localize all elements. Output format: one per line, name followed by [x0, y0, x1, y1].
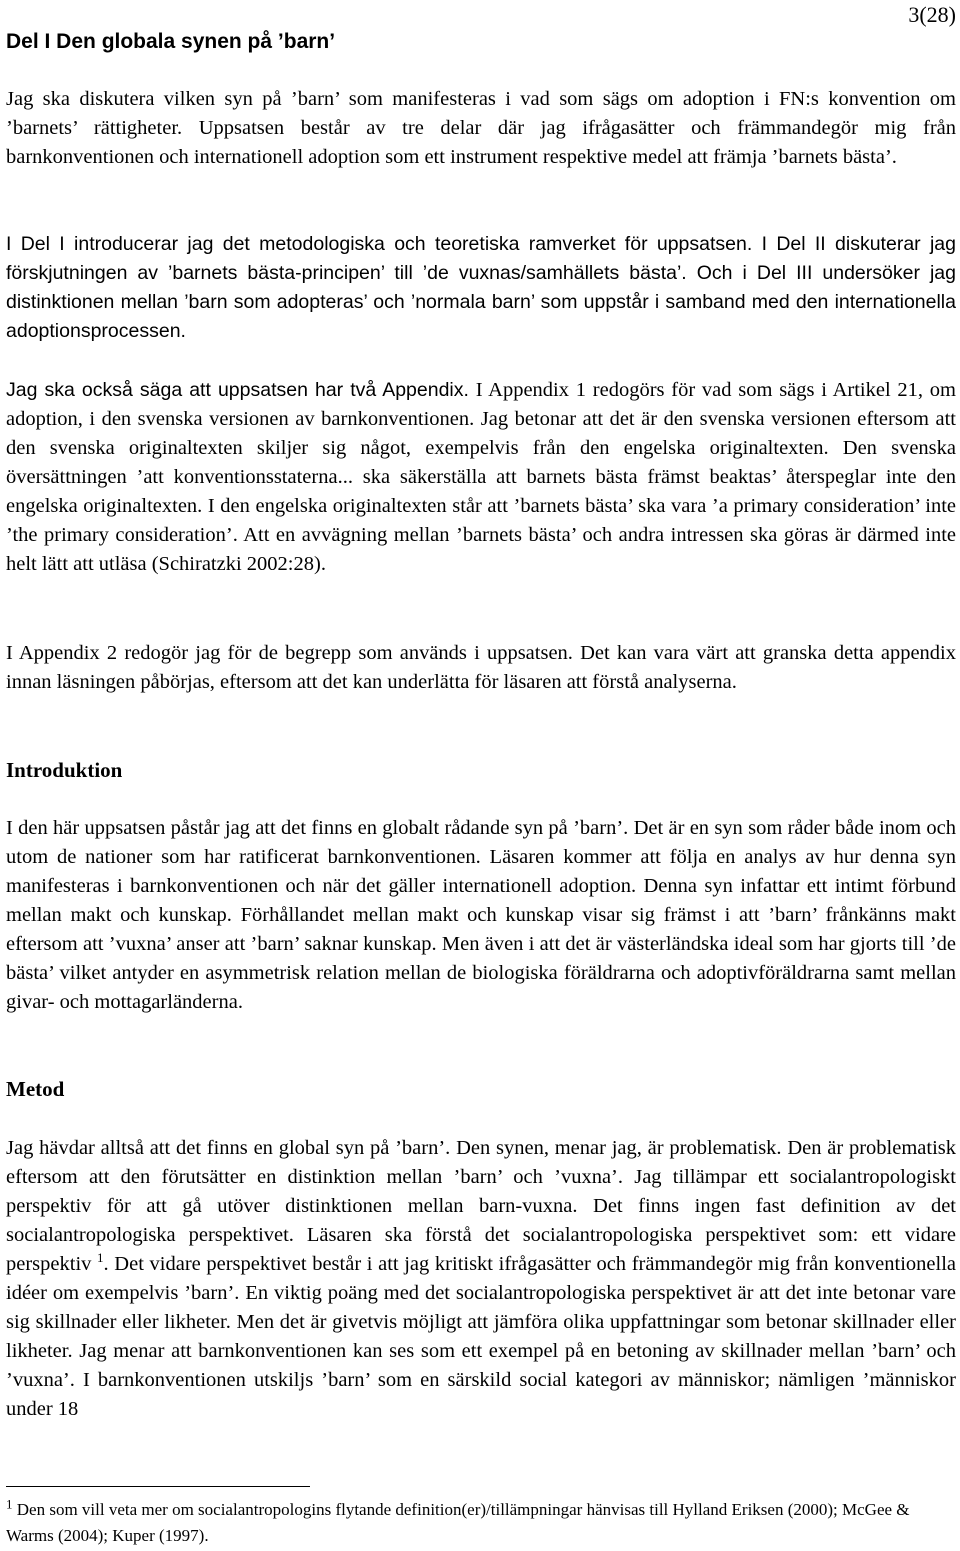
paragraph-rest: I Appendix 1 redogörs för vad som sägs i Artikel 21, om adoption, i den svenska versionen av barnkonventionen. Jag betonar att det är den svenska versionen eftersom att den svenska originaltexten skiljer sig något, exempelvis från den engelska originaltexten. Den svenska översättningen ’att konventionsstaterna... ska säkerställa att barnets bästa främst beaktas’ återspeglar inte den engelska originaltexten. I den engelska originaltexten står att ’barnets bästa’ ska vara ’a primary consideration’ inte ’the primary consideration’. Att en avvägning mellan ’barnets bästa’ och andra intressen ska göras är därmed inte helt lätt att utläsa (Schiratzki 2002:28). — [6, 379, 956, 575]
section-heading-metod — [6, 1075, 956, 1104]
paragraph-introduktion — [6, 814, 956, 1017]
part-heading: Del I Den globala synen på ’barn’ — [6, 30, 336, 53]
section-heading: Introduktion — [6, 758, 123, 782]
footnote-text: Den som vill veta mer om socialantropologins flytande definition(er)/tillämpningar hänvisas till Hylland Eriksen (2000); McGee & Warms (2004); Kuper (1997). — [6, 1500, 910, 1545]
paragraph-lead-sentence: Jag ska också säga att uppsatsen har två Appendix. — [6, 379, 469, 401]
page-number: 3(28) — [908, 2, 956, 27]
paragraph-text — [6, 1134, 956, 1424]
footnote-divider — [6, 1486, 310, 1487]
paragraph-intro-purpose — [6, 85, 956, 172]
paragraph-text: I Del I introducerar jag det metodologiska och teoretiska ramverket för uppsatsen. I Del II diskuterar jag förskjutningen av ’barnets bästa-principen’ till ’de vuxnas/samhällets bästa’. Och i Del III undersöker jag distinktionen mellan ’barn som adopteras’ och ’normala barn’ som uppstår i samband med den internationella adoptionsprocessen. — [6, 233, 956, 342]
paragraph-text: I Appendix 2 redogör jag för de begrepp som används i uppsatsen. Det kan vara värt att granska detta appendix innan läsningen påbörjas, eftersom att det kan underlätta för läsaren att förstå analyserna. — [6, 642, 956, 693]
footnote-reference[interactable]: 1 — [97, 1250, 104, 1266]
paragraph-appendix-2 — [6, 639, 956, 697]
section-heading: Metod — [6, 1077, 65, 1101]
paragraph-text: Jag ska diskutera vilken syn på ’barn’ som manifesteras i vad som sägs om adoption i FN:s konvention om ’barnets’ rättigheter. Uppsatsen består av tre delar där jag ifrågasätter och främmandegör mig från barnkonventionen och internationell adoption som ett instrument respektive medel att främja ’barnets bästa’. — [6, 88, 956, 168]
paragraph-metod — [6, 1134, 956, 1424]
footnote-number: 1 — [6, 1496, 13, 1512]
footnote — [6, 1497, 956, 1549]
section-heading-introduktion — [6, 756, 956, 785]
document-page — [6, 0, 956, 1551]
paragraph-appendix-1 — [6, 376, 956, 579]
paragraph-part-2: . Det vidare perspektivet består i att jag kritiskt ifrågasätter och främmandegör mig från konventionella idéer om exempelvis ’barn’. En viktig poäng med det socialantropologiska perspektivet är att det inte betonar vare sig skillnader eller likheter. Men det är givetvis möjligt att jämföra olika uppfattningar som betonar skillnader eller likheter. Jag menar att barnkonventionen kan ses som ett exempel på en betoning av skillnader mellan ’barn’ och ’vuxna’. I barnkonventionen utskiljs ’barn’ som en särskild social kategori av människor; nämligen ’människor under 18 — [6, 1253, 956, 1420]
paragraph-parts-overview — [6, 230, 956, 346]
paragraph-part-1: Jag hävdar alltså att det finns en global syn på ’barn’. Den synen, menar jag, är problematisk. Den är problematisk eftersom att den förutsätter en distinktion mellan ’barn’ och ’vuxna’. Jag tillämpar ett socialantropologiskt perspektiv för att gå utöver distinktionen mellan barn-vuxna. Det finns ingen fast definition av det socialantropologiska perspektivet. Läsaren ska förstå det socialantropologiska perspektivet som: ett vidare perspektiv — [6, 1137, 956, 1275]
paragraph-text: I den här uppsatsen påstår jag att det finns en globalt rådande syn på ’barn’. Det är en syn som råder både inom och utom de nationer som har ratificerat barnkonventionen. Läsaren kommer att följa en analys av hur denna syn manifesteras i barnkonventionen och när det gäller internationell adoption. Denna syn infattar ett intimt förbund mellan makt och kunskap. Förhållandet mellan makt och kunskap visar sig främst i att ’barn’ frånkänns makt eftersom att ’vuxna’ anser att ’barn’ saknar kunskap. Men även i att det är västerländska ideal som har gjorts till ’de bästa’ vilket antyder en asymmetrisk relation mellan de biologiska föräldrarna och adoptivföräldrarna samt mellan givar- och mottagarländerna. — [6, 817, 956, 1013]
paragraph-text — [6, 376, 956, 579]
